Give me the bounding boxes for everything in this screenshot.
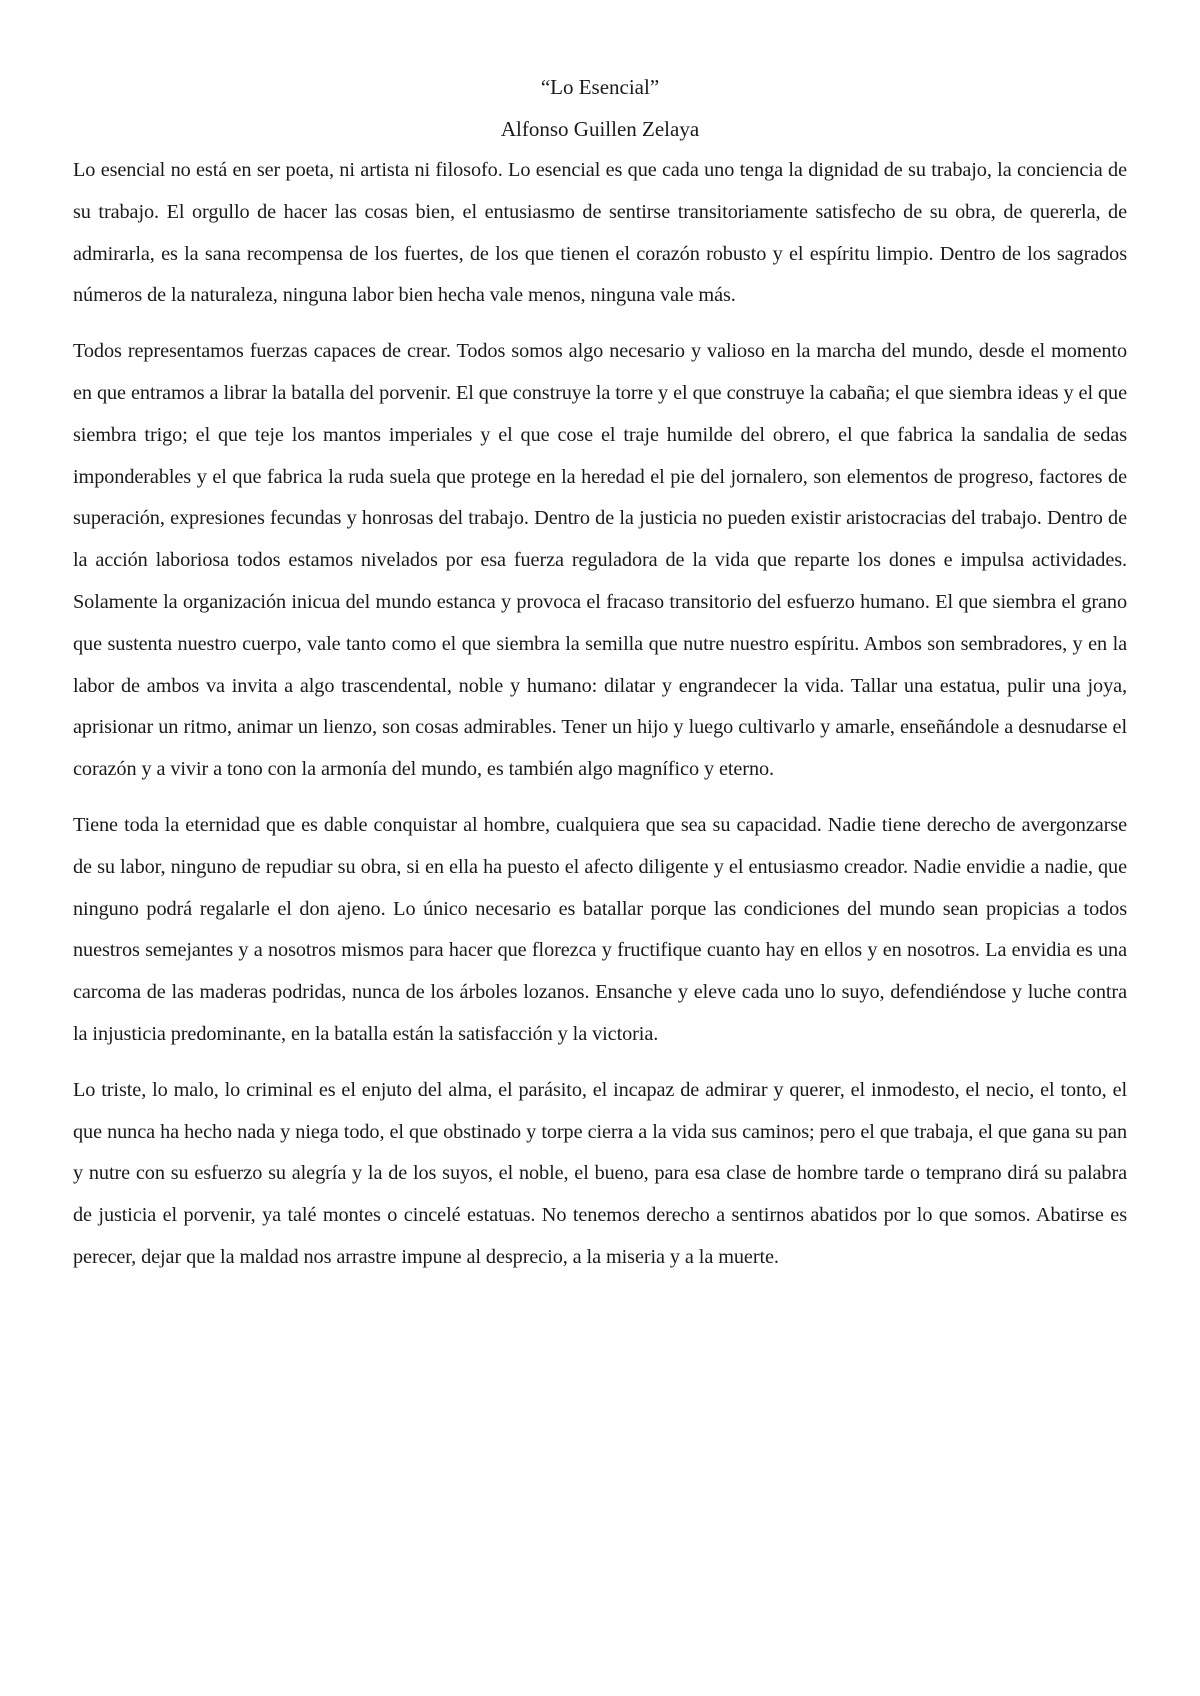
paragraph-2: Todos representamos fuerzas capaces de crear. Todos somos algo necesario y valioso en la marcha del mundo, desde el momento en que entramos a librar la batalla del porvenir. El que construye la torre y el que construye la cabaña; el que siembra ideas y el que siembra trigo; el que teje los mantos imperiales y el que cose el traje humilde del obrero, el que fabrica la sandalia de sedas imponderables y el que fabrica la ruda suela que protege en la heredad el pie del jornalero, son elementos de progreso, factores de superación, expresiones fecundas y honrosas del trabajo. Dentro de la justicia no pueden existir aristocracias del trabajo. Dentro de la acción laboriosa todos estamos nivelados por esa fuerza reguladora de la vida que reparte los dones e impulsa actividades. Solamente la organización inicua del mundo estanca y provoca el fracaso transitorio del esfuerzo humano. El que siembra el grano que sustenta nuestro cuerpo, vale tanto como el que siembra la semilla que nutre nuestro espíritu. Ambos son sembradores, y en la labor de ambos va invita a algo trascendental, noble y humano: dilatar y engrandecer la vida. Tallar una estatua, pulir una joya, aprisionar un ritmo, animar un lienzo, son cosas admirables. Tener un hijo y luego cultivarlo y amarle, enseñándole a desnudarse el corazón y a vivir a tono con la armonía del mundo, es también algo magnífico y eterno.	[73, 340, 1127, 781]
paragraph-4: Lo triste, lo malo, lo criminal es el enjuto del alma, el parásito, el incapaz de admirar y querer, el inmodesto, el necio, el tonto, el que nunca ha hecho nada y niega todo, el que obstinado y torpe cierra a la vida sus caminos; pero el que trabaja, el que gana su pan y nutre con su esfuerzo su alegría y la de los suyos, el noble, el bueno, para esa clase de hombre tarde o temprano dirá su palabra de justicia el porvenir, ya talé montes o cincelé estatuas. No tenemos derecho a sentirnos abatidos por lo que somos. Abatirse es perecer, dejar que la maldad nos arrastre impune al desprecio, a la miseria y a la muerte.	[73, 1078, 1127, 1268]
paragraph-3: Tiene toda la eternidad que es dable conquistar al hombre, cualquiera que sea su capacidad. Nadie tiene derecho de avergonzarse de su labor, ninguno de repudiar su obra, si en ella ha puesto el afecto diligente y el entusiasmo creador. Nadie envidie a nadie, que ninguno podrá regalarle el don ajeno. Lo único necesario es batallar porque las condiciones del mundo sean propicias a todos nuestros semejantes y a nosotros mismos para hacer que florezca y fructifique cuanto hay en ellos y en nosotros. La envidia es una carcoma de las maderas podridas, nunca de los árboles lozanos. Ensanche y eleve cada uno lo suyo, defendiéndose y luche contra la injusticia predominante, en la batalla están la satisfacción y la victoria.	[73, 813, 1127, 1045]
document-author: Alfonso Guillen Zelaya	[500, 117, 700, 141]
document-title: “Lo Esencial”	[540, 75, 660, 99]
paragraph-1: Lo esencial no está en ser poeta, ni artista ni filosofo. Lo esencial es que cada uno tenga la dignidad de su trabajo, la conciencia de su trabajo. El orgullo de hacer las cosas bien, el entusiasmo de sentirse transitoriamente satisfecho de su obra, de quererla, de admirarla, es la sana recompensa de los fuertes, de los que tienen el corazón robusto y el espíritu limpio. Dentro de los sagrados números de la naturaleza, ninguna labor bien hecha vale menos, ninguna vale más.	[73, 159, 1127, 307]
